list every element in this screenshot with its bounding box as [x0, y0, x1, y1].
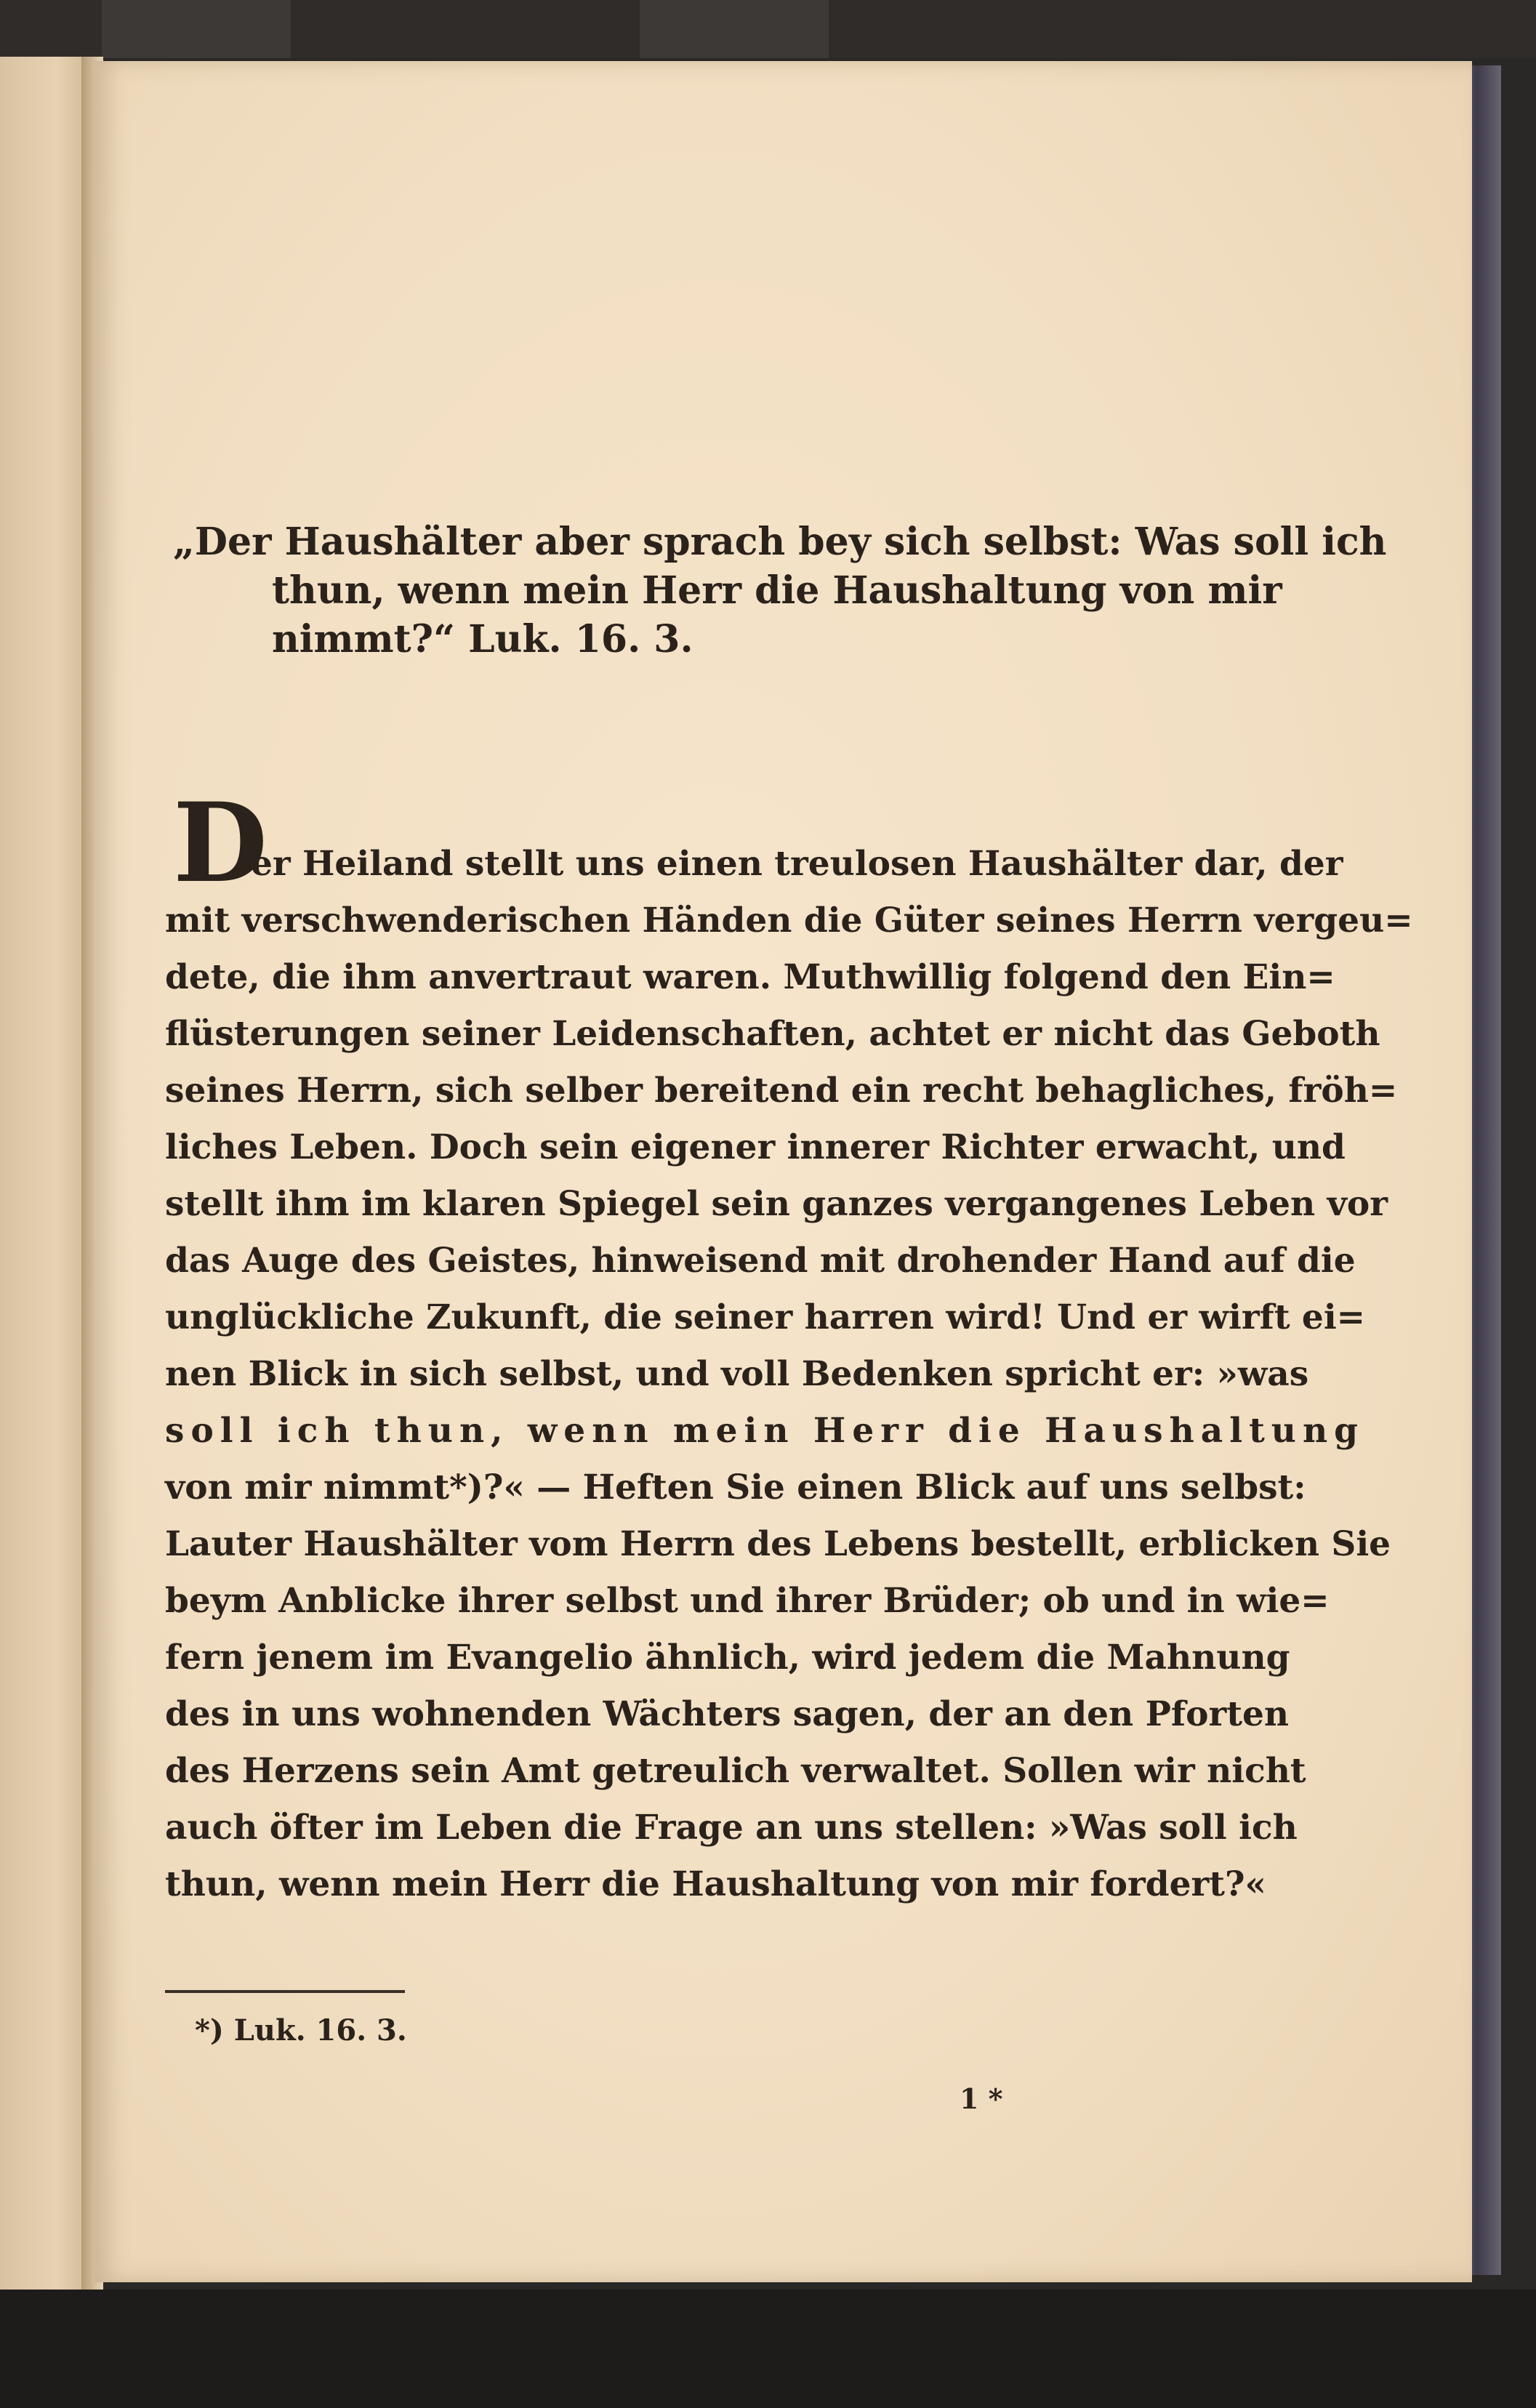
text-line: flüsterungen seiner Leidenschaften, achtet er nicht das Geboth [165, 1014, 1380, 1054]
epigraph-line: nimmt?“ Luk. 16. 3. [272, 617, 693, 661]
text-line: liches Leben. Doch sein eigener innerer Richter erwacht, und [165, 1127, 1346, 1167]
facing-page-edge [0, 57, 95, 2292]
footnote: *) Luk. 16. 3. [195, 2013, 407, 2047]
epigraph-line: thun, wenn mein Herr die Haushaltung von mir [272, 568, 1282, 613]
scan-tab-right [640, 0, 829, 58]
main-text [165, 836, 1413, 1913]
text-line: dete, die ihm anvertraut waren. Muthwillig folgend den Ein= [165, 957, 1335, 997]
text-line: Lauter Haushälter vom Herrn des Lebens bestellt, erblicken Sie [165, 1524, 1391, 1564]
text-line: von mir nimmt*)?« — Heften Sie einen Blick auf uns selbst: [165, 1467, 1306, 1507]
text-line: thun, wenn mein Herr die Haushaltung von mir fordert?« [165, 1864, 1266, 1904]
text-line: nen Blick in sich selbst, und voll Bedenken spricht er: »was [165, 1354, 1309, 1394]
text-line: des in uns wohnenden Wächters sagen, der an den Pforten [165, 1694, 1290, 1734]
text-line: das Auge des Geistes, hinweisend mit drohender Hand auf die [165, 1241, 1356, 1281]
epigraph-line: „Der Haushälter aber sprach bey sich selbst: Was soll ich [173, 520, 1387, 564]
text-line: auch öfter im Leben die Frage an uns stellen: »Was soll ich [165, 1808, 1298, 1848]
footnote-rule [165, 1990, 405, 1993]
text-line: unglückliche Zukunft, die seiner harren wird! Und er wirft ei= [165, 1297, 1366, 1337]
text-line: des Herzens sein Amt getreulich verwaltet. Sollen wir nicht [165, 1751, 1306, 1791]
text-line: fern jenem im Evangelio ähnlich, wird jedem die Mahnung [165, 1638, 1290, 1678]
text-line: beym Anblicke ihrer selbst und ihrer Brüder; ob und in wie= [165, 1581, 1330, 1621]
text-line: mit verschwenderischen Händen die Güter seines Herrn vergeu= [165, 901, 1413, 941]
text-line: er Heiland stellt uns einen treulosen Haushälter dar, der [251, 844, 1343, 884]
epigraph [173, 518, 1387, 664]
text-line-emphasis: soll ich thun, wenn mein Herr die Haushaltung [165, 1411, 1364, 1451]
scan-bottom-border [0, 2290, 1536, 2408]
text-line: stellt ihm im klaren Spiegel sein ganzes vergangenes Leben vor [165, 1184, 1388, 1224]
page-number: 1 * [960, 2082, 1003, 2115]
scan-tab-left [102, 0, 291, 58]
text-line: seines Herrn, sich selber bereitend ein recht behagliches, fröh= [165, 1071, 1398, 1111]
drop-cap: D [173, 779, 268, 907]
scan-top-border [0, 0, 1536, 58]
